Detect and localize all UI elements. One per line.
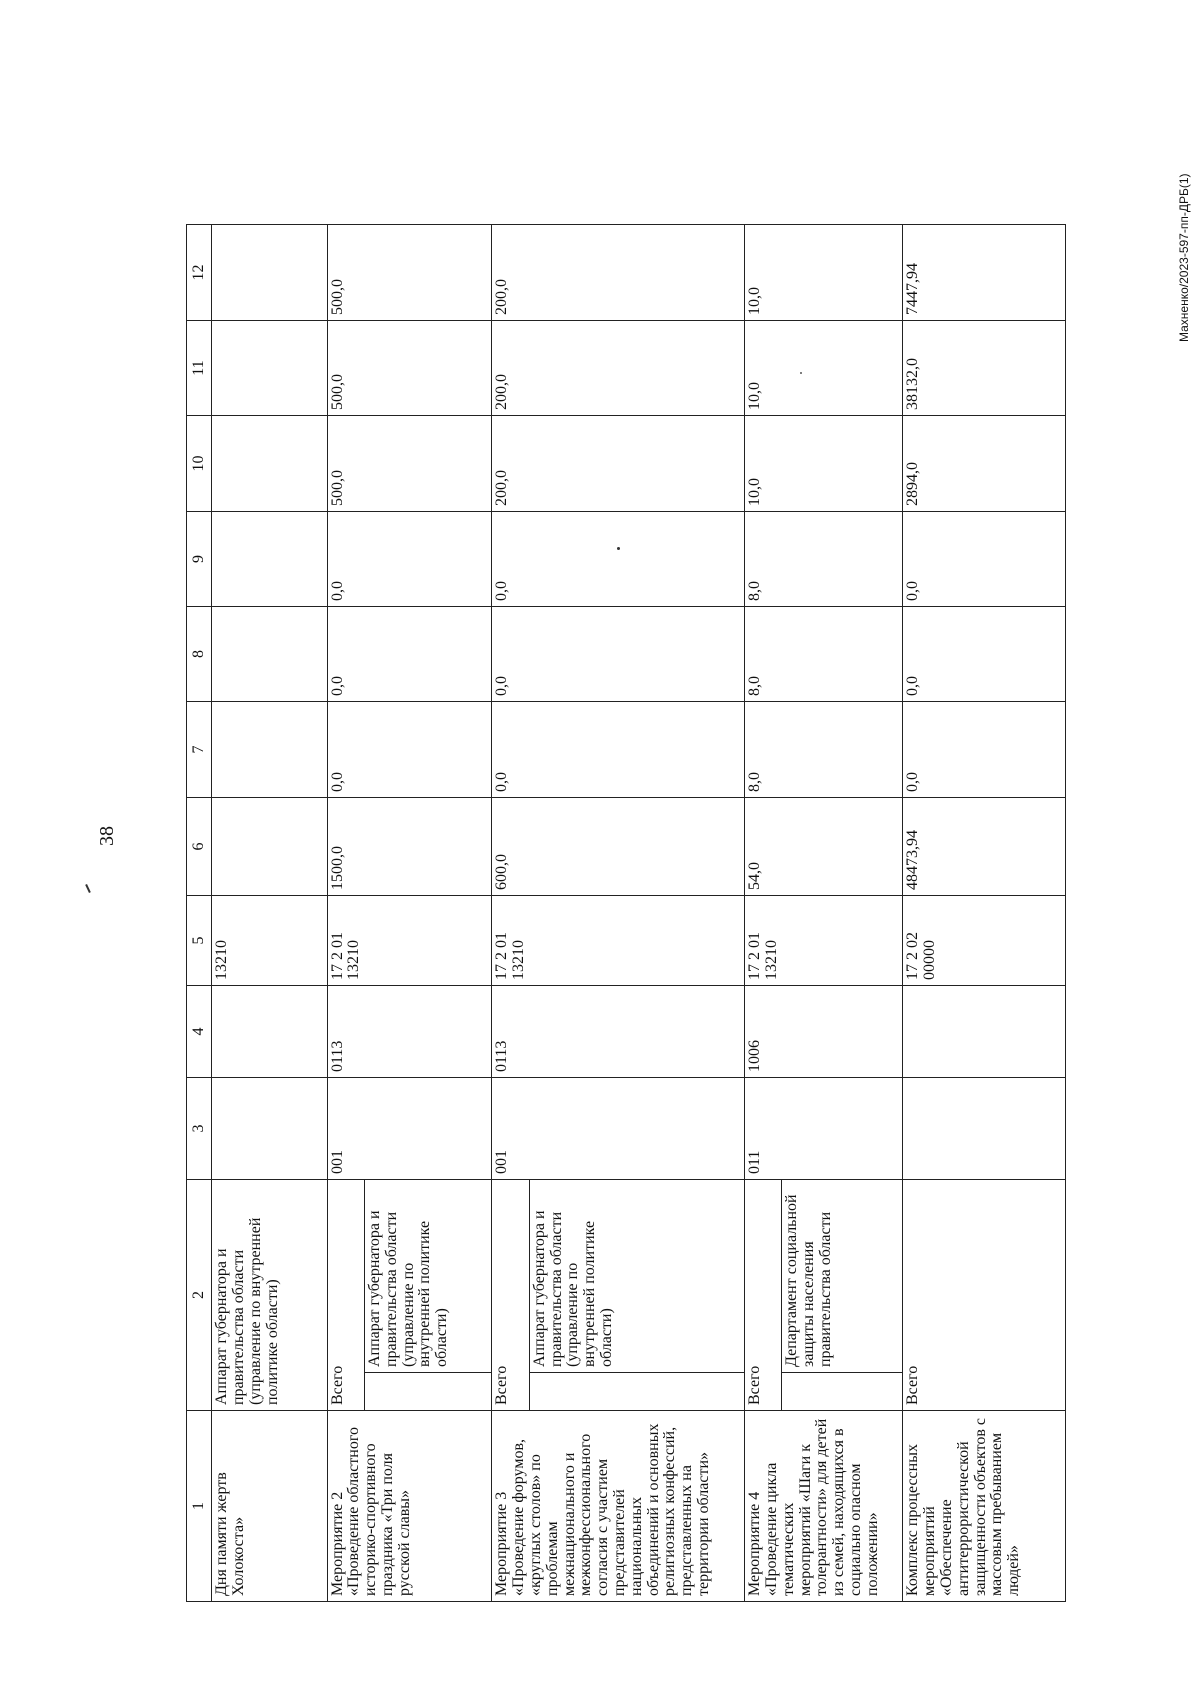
cell-org: Аппарат губернатора и правительства области (управление по внутренней политике области) bbox=[364, 1180, 491, 1373]
page-number: 38 bbox=[96, 826, 118, 846]
cell-all-label: Всего bbox=[745, 1180, 782, 1411]
col-header: 7 bbox=[187, 702, 212, 798]
cell-c12: 10,0 bbox=[745, 225, 903, 321]
cell-name: Мероприятие 4 «Проведение цикла тематических мероприятий «Шаги к толерантности» для детей из семей, находящихся в социально опасном положении» bbox=[745, 1411, 903, 1602]
cell-c3: 001 bbox=[492, 1078, 745, 1180]
cell-c3: 011 bbox=[745, 1078, 903, 1180]
cell-c10: 500,0 bbox=[327, 416, 492, 512]
col-header: 10 bbox=[187, 416, 212, 512]
cell-all-label: Всего bbox=[903, 1180, 1066, 1411]
cell-c5: 13210 bbox=[212, 896, 327, 986]
cell-spacer bbox=[782, 1373, 903, 1411]
cell-c10: 2894,0 bbox=[903, 416, 1066, 512]
cell-c8: 0,0 bbox=[327, 607, 492, 702]
cell-c4 bbox=[212, 986, 327, 1078]
cell-c5: 17 2 02 00000 bbox=[903, 896, 1066, 986]
cell-c7: 8,0 bbox=[745, 702, 903, 798]
cell-org: Аппарат губернатора и правительства области (управление по внутренней политике области) bbox=[212, 1180, 327, 1411]
cell-c10 bbox=[212, 416, 327, 512]
cell-c10: 10,0 bbox=[745, 416, 903, 512]
table-row bbox=[492, 108, 529, 1602]
cell-c6: 48473,94 bbox=[903, 798, 1066, 896]
col-header: 11 bbox=[187, 321, 212, 416]
cell-c6 bbox=[212, 798, 327, 896]
cell-c3: 001 bbox=[327, 1078, 492, 1180]
cell-org: Департамент социальной защиты населения правительства области bbox=[782, 1180, 903, 1373]
cell-all-label: Всего bbox=[327, 1180, 364, 1411]
cell-name: Мероприятие 3 «Проведение форумов, «круглых столов» по проблемам межнационального и межконфессионального согласия с участием представителей национальных объединений и основных религиозных конфессий, представленных на территории области» bbox=[492, 1411, 745, 1602]
cell-org: Аппарат губернатора и правительства области (управление по внутренней политике области) bbox=[529, 1180, 744, 1373]
col-header: 8 bbox=[187, 607, 212, 702]
table-row bbox=[745, 108, 782, 1602]
header-row bbox=[187, 108, 212, 1602]
cell-c8 bbox=[212, 607, 327, 702]
cell-c5: 17 2 01 13210 bbox=[745, 896, 903, 986]
cell-c11: 38132,0 bbox=[903, 321, 1066, 416]
table-row bbox=[212, 108, 327, 1602]
col-header: 4 bbox=[187, 986, 212, 1078]
cell-spacer bbox=[364, 1373, 491, 1411]
table-rotated-container bbox=[186, 108, 1066, 1602]
cell-c4 bbox=[903, 986, 1066, 1078]
cell-c9: 0,0 bbox=[327, 512, 492, 607]
cell-c3 bbox=[212, 1078, 327, 1180]
col-header: 2 bbox=[187, 1180, 212, 1411]
col-header: 3 bbox=[187, 1078, 212, 1180]
cell-c12: 500,0 bbox=[327, 225, 492, 321]
budget-table bbox=[186, 107, 1066, 1602]
cell-c5: 17 2 01 13210 bbox=[327, 896, 492, 986]
cell-c10: 200,0 bbox=[492, 416, 745, 512]
cell-c12: 7447,94 bbox=[903, 225, 1066, 321]
cell-c9: 8,0 bbox=[745, 512, 903, 607]
cell-c4: 1006 bbox=[745, 986, 903, 1078]
cell-name: Дня памяти жертв Холокоста» bbox=[212, 1411, 327, 1602]
cell-c5: 17 2 01 13210 bbox=[492, 896, 745, 986]
cell-name: Комплекс процессных мероприятий «Обеспечение антитеррористической защищенности объектов с массовым пребыванием людей» bbox=[903, 1411, 1066, 1602]
cell-c11 bbox=[212, 321, 327, 416]
cell-c11: 500,0 bbox=[327, 321, 492, 416]
cell-name: Мероприятие 2 «Проведение областного историко-спортивного праздника «Три поля русской славы» bbox=[327, 1411, 492, 1602]
cell-c9 bbox=[212, 512, 327, 607]
cell-c12 bbox=[212, 225, 327, 321]
cell-c8: 0,0 bbox=[903, 607, 1066, 702]
cell-all-label: Всего bbox=[492, 1180, 529, 1411]
cell-c9: 0,0 bbox=[903, 512, 1066, 607]
table-row bbox=[327, 108, 364, 1602]
cell-c7: 0,0 bbox=[492, 702, 745, 798]
cell-c4: 0113 bbox=[492, 986, 745, 1078]
table-row bbox=[903, 108, 1066, 1602]
cell-c6: 54,0 bbox=[745, 798, 903, 896]
cell-c4: 0113 bbox=[327, 986, 492, 1078]
cell-spacer bbox=[529, 1373, 744, 1411]
col-header: 5 bbox=[187, 896, 212, 986]
document-id: Махненко/2023-597-пп-ДРБ(1) bbox=[1177, 173, 1191, 342]
cell-c8: 8,0 bbox=[745, 607, 903, 702]
cell-c9: 0,0 bbox=[492, 512, 745, 607]
cell-c6: 1500,0 bbox=[327, 798, 492, 896]
stray-mark bbox=[85, 884, 91, 893]
cell-c11: 200,0 bbox=[492, 321, 745, 416]
cell-c7: 0,0 bbox=[327, 702, 492, 798]
col-header: 12 bbox=[187, 225, 212, 321]
cell-c7 bbox=[212, 702, 327, 798]
col-header: 6 bbox=[187, 798, 212, 896]
cell-c6: 600,0 bbox=[492, 798, 745, 896]
cell-c12: 200,0 bbox=[492, 225, 745, 321]
cell-c8: 0,0 bbox=[492, 607, 745, 702]
col-header: 9 bbox=[187, 512, 212, 607]
cell-c3 bbox=[903, 1078, 1066, 1180]
cell-c7: 0,0 bbox=[903, 702, 1066, 798]
col-header: 1 bbox=[187, 1411, 212, 1602]
cell-c11: 10,0 bbox=[745, 321, 903, 416]
